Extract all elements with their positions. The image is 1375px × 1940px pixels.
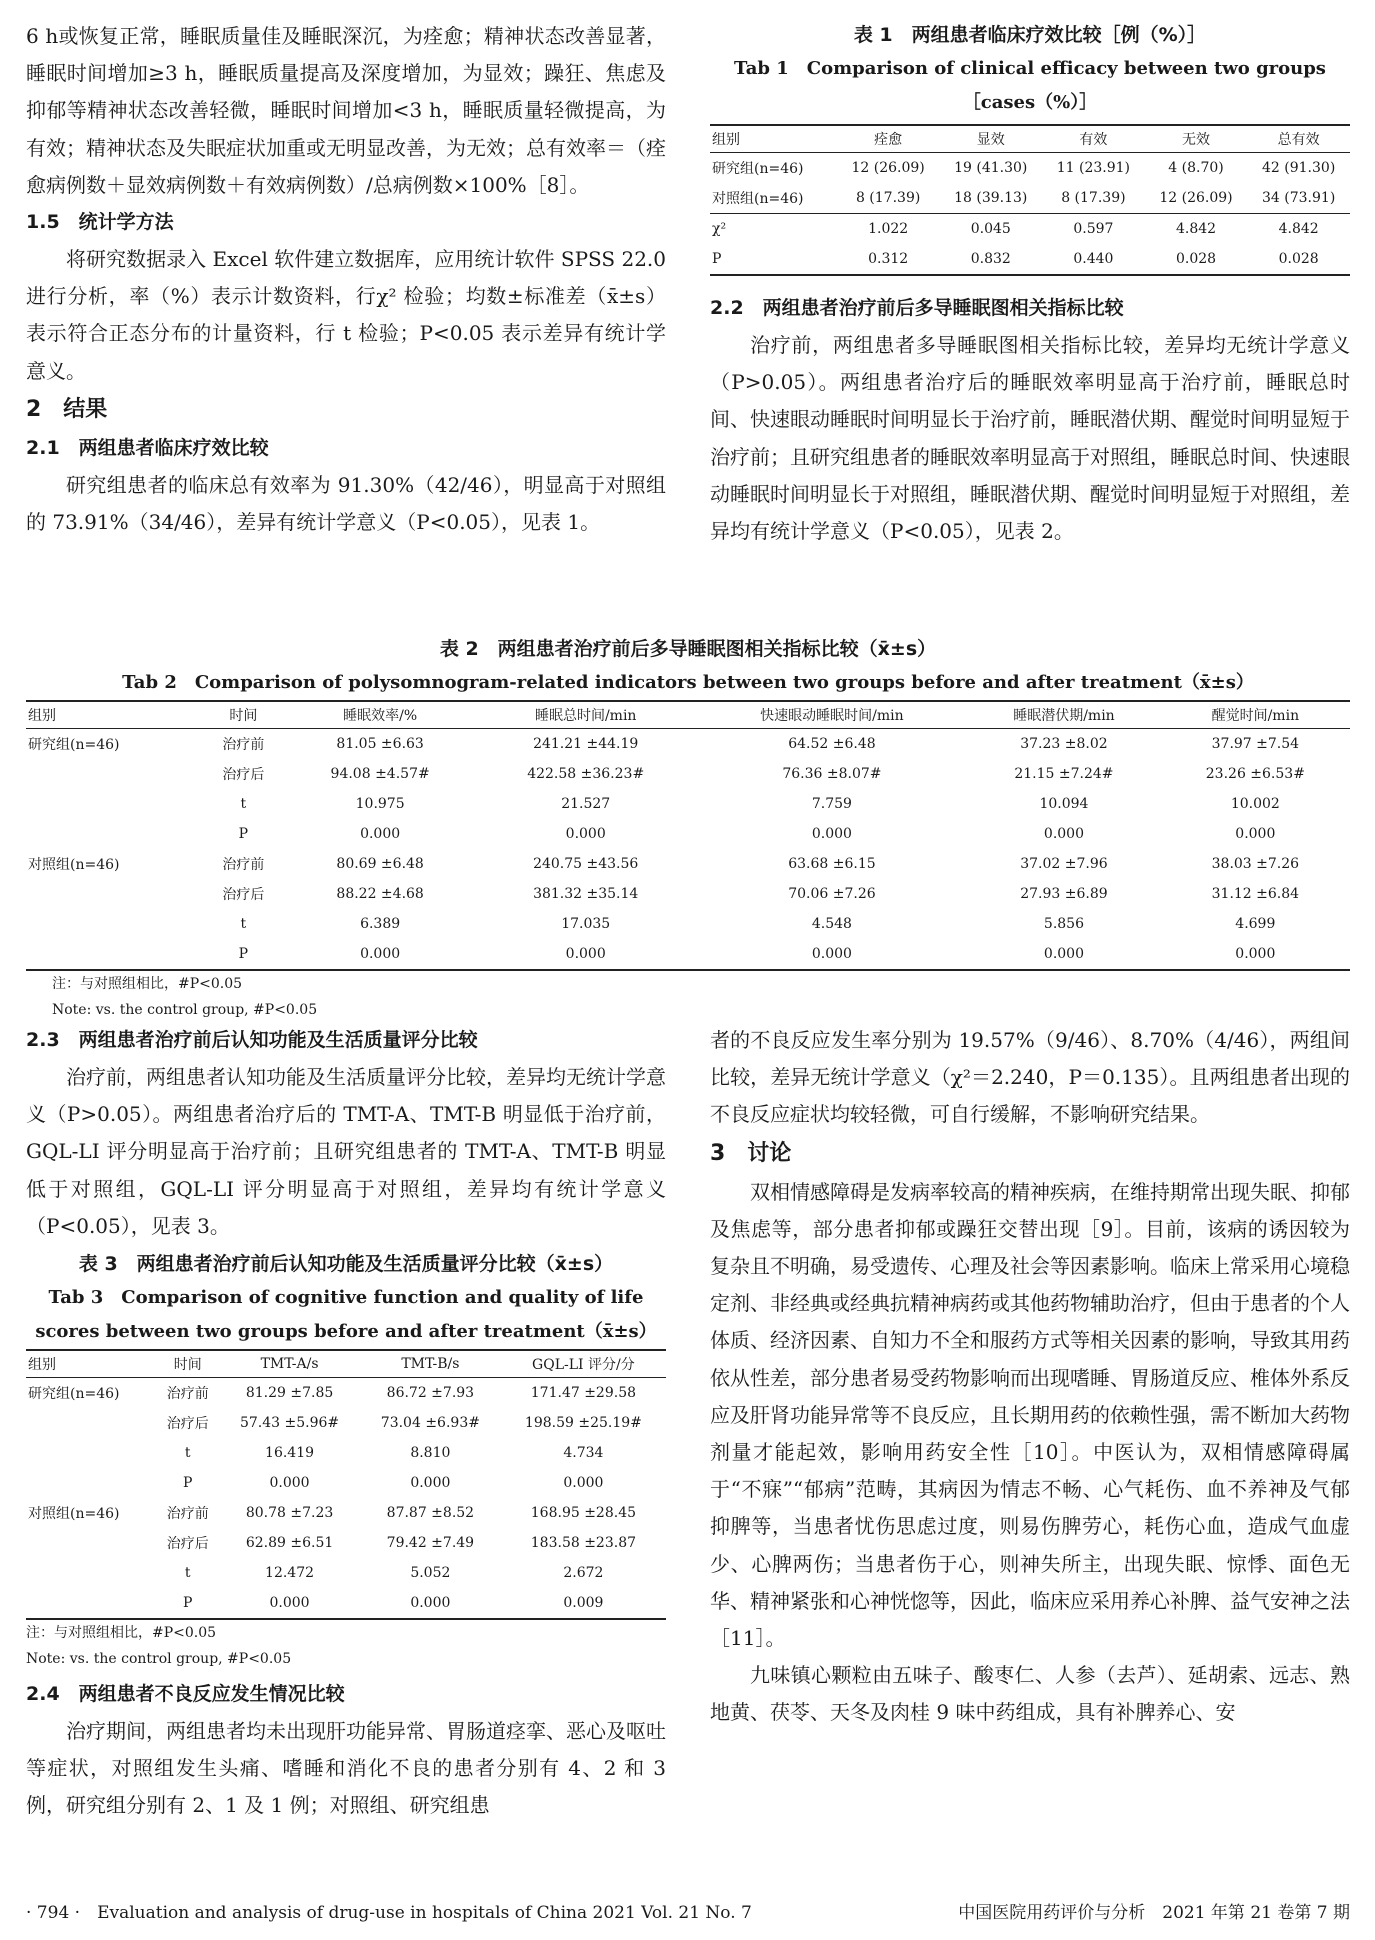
table-cell: 16.419 — [265, 1445, 315, 1462]
table-cell: P — [238, 826, 249, 842]
table-cell: 0.000 — [360, 826, 401, 842]
table-cell: 10.094 — [1039, 796, 1089, 812]
table-cell: 8.810 — [410, 1445, 451, 1462]
table3 — [26, 1349, 666, 1620]
table-cell: 198.59 ±25.19# — [524, 1415, 642, 1432]
table-cell: 8 (17.39) — [1061, 190, 1126, 206]
table-cell: 73.04 ±6.93# — [380, 1415, 480, 1432]
table-cell: 对照组(n=46) — [28, 857, 120, 873]
heading-2-3: 2.3 两组患者治疗前后认知功能及生活质量评分比较 — [26, 1029, 478, 1051]
table-cell: 88.22 ±4.68 — [336, 886, 424, 902]
heading-results: 2 结果 — [26, 396, 108, 422]
table-cell: t — [240, 916, 247, 932]
table-cell: P — [156, 1588, 219, 1619]
table-row — [710, 244, 1350, 275]
table-cell: 治疗前 — [222, 857, 265, 873]
table-cell: 研究组(n=46) — [712, 161, 804, 177]
table3-note-en: Note: vs. the control group, #P<0.05 — [26, 1651, 292, 1668]
heading-2-1: 2.1 两组患者临床疗效比较 — [26, 436, 269, 459]
table-cell: 4.699 — [1235, 916, 1276, 932]
table-cell: 0.000 — [967, 939, 1161, 970]
footer-left: · 794 · Evaluation and analysis of drug-use in hospitals of China 2021 Vol. 21 No. 7 — [26, 1903, 752, 1923]
table-cell: 对照组(n=46) — [28, 1506, 120, 1523]
table-cell: 治疗后 — [166, 1416, 209, 1433]
table1-header: 有效 — [1042, 125, 1145, 153]
table-cell: 81.29 ±7.85 — [245, 1385, 334, 1402]
table-cell: 94.08 ±4.57# — [330, 766, 430, 782]
table-row — [710, 183, 1350, 214]
table-row — [26, 1558, 666, 1588]
table-cell: 64.52 ±6.48 — [788, 736, 876, 752]
table2-header: 睡眠潜伏期/min — [967, 701, 1161, 729]
table-cell: 0.000 — [811, 826, 852, 842]
table1-title-en: Tab 1 Comparison of clinical efficacy between two groups［cases（%）］ — [734, 58, 1326, 113]
table-cell: P — [201, 939, 285, 970]
paragraph-2-3: 治疗前，两组患者认知功能及生活质量评分比较，差异均无统计学意义（P>0.05）。两组患者治疗后的 TMT-A、TMT-B 明显低于治疗前，GQL-LI 评分明显高于治疗前；且研究组患者的 TMT-A、TMT-B 明显低于对照组，GQL-LI 评分明显高于对照组，差异均有统计学意义（P<0.05），见表 3。 — [26, 1065, 666, 1238]
table3-header: TMT-B/s — [360, 1350, 501, 1378]
table-cell: 7.759 — [811, 796, 852, 812]
table1-header: 总有效 — [1247, 125, 1350, 153]
table-row — [26, 1438, 666, 1468]
table-cell: 422.58 ±36.23# — [527, 766, 645, 782]
table3-note-cn: 注：与对照组相比，#P<0.05 — [26, 1625, 217, 1642]
table3-header: GQL-LI 评分/分 — [501, 1350, 666, 1378]
table-cell: 0.440 — [1042, 244, 1145, 275]
table-cell: 5.856 — [1043, 916, 1084, 932]
table-row — [710, 214, 1350, 245]
table2-header: 睡眠效率/% — [286, 701, 475, 729]
table2-header-row — [26, 701, 1350, 729]
table-cell — [26, 819, 201, 849]
table-cell: 0.000 — [1043, 826, 1084, 842]
table-cell: 治疗前 — [166, 1506, 209, 1523]
table-row — [26, 1378, 666, 1409]
table-cell: 0.000 — [1161, 939, 1350, 970]
table-row — [26, 759, 1350, 789]
table-cell: 34 (73.91) — [1262, 190, 1336, 206]
table2-header: 醒觉时间/min — [1161, 701, 1350, 729]
table-row — [26, 1498, 666, 1528]
table-cell: 37.23 ±8.02 — [1020, 736, 1108, 752]
table3-title-en: Tab 3 Comparison of cognitive function and quality of life scores between two groups before and after treatment（x̄±s） — [35, 1287, 657, 1343]
table-cell: 42 (91.30) — [1262, 160, 1336, 176]
table-cell — [26, 789, 201, 819]
table-cell: 治疗后 — [222, 887, 265, 903]
heading-2-2: 2.2 两组患者治疗前后多导睡眠图相关指标比较 — [710, 297, 1124, 319]
right-column-top — [710, 18, 1350, 550]
table-cell: 5.052 — [410, 1565, 451, 1582]
table3-header-row — [26, 1350, 666, 1378]
table2-header: 时间 — [201, 701, 285, 729]
table-cell: 81.05 ±6.63 — [336, 736, 424, 752]
table-cell: 21.15 ±7.24# — [1014, 766, 1114, 782]
table2-header: 组别 — [26, 701, 201, 729]
table-cell — [26, 879, 201, 909]
table-row — [26, 879, 1350, 909]
table1-title-cn: 表 1 两组患者临床疗效比较［例（%）］ — [853, 24, 1207, 46]
table3-header: 组别 — [26, 1350, 156, 1378]
table-cell: 12.472 — [265, 1565, 315, 1582]
table-cell: 2.672 — [563, 1565, 604, 1582]
table-cell: 0.000 — [697, 939, 968, 970]
table-cell: 80.78 ±7.23 — [245, 1505, 334, 1522]
table-cell: 86.72 ±7.93 — [386, 1385, 475, 1402]
table-cell: 治疗后 — [222, 767, 265, 783]
table1-header: 组别 — [710, 125, 837, 153]
paragraph-2-4-continued: 者的不良反应发生率分别为 19.57%（9/46）、8.70%（4/46），两组间比较，差异无统计学意义（χ²＝2.240，P＝0.135）。且两组患者出现的不良反应症状均较轻微，可自行缓解，不影响研究结果。 — [710, 1028, 1350, 1127]
table-row — [26, 789, 1350, 819]
table-cell: 治疗后 — [166, 1536, 209, 1553]
footer-right: 中国医院用药评价与分析 2021 年第 21 卷第 7 期 — [958, 1903, 1350, 1923]
table-cell: 0.028 — [1247, 244, 1350, 275]
table-cell: 对照组(n=46) — [712, 191, 804, 207]
table1-header: 无效 — [1145, 125, 1248, 153]
table-cell: 研究组(n=46) — [28, 1386, 120, 1403]
table-cell: 0.028 — [1145, 244, 1248, 275]
table-cell: 27.93 ±6.89 — [1020, 886, 1108, 902]
table-cell — [26, 909, 201, 939]
table-cell: 1.022 — [868, 221, 909, 237]
table-cell: P — [710, 244, 837, 275]
table-cell: 8 (17.39) — [855, 190, 921, 206]
table-row — [26, 849, 1350, 879]
table-cell — [26, 1528, 156, 1558]
paragraph-2-2: 治疗前，两组患者多导睡眠图相关指标比较，差异均无统计学意义（P>0.05）。两组患者治疗后的睡眠效率明显高于治疗前，睡眠总时间、快速眼动睡眠时间明显长于治疗前，睡眠潜伏期、醒觉时间明显短于治疗前；且研究组患者的睡眠效率明显高于对照组，睡眠总时间、快速眼动睡眠时间明显长于对照组，睡眠潜伏期、醒觉时间明显短于对照组，差异均有统计学意义（P<0.05），见表 2。 — [710, 333, 1350, 544]
table-cell: 4.548 — [811, 916, 852, 932]
table3-header: 时间 — [156, 1350, 219, 1378]
table-cell: 0.000 — [219, 1588, 360, 1619]
table-cell — [26, 939, 201, 970]
table-cell — [26, 1438, 156, 1468]
table-cell: 4.842 — [1175, 221, 1217, 237]
table-row — [26, 939, 1350, 970]
table-cell: 0.000 — [360, 1588, 501, 1619]
table2-note-en: Note: vs. the control group, #P<0.05 — [52, 1002, 318, 1018]
table-cell: 23.26 ±6.53# — [1205, 766, 1305, 782]
table-cell: 治疗前 — [166, 1386, 209, 1403]
table-row — [710, 153, 1350, 184]
table2-block — [26, 632, 1350, 1023]
paragraph-2-1: 研究组患者的临床总有效率为 91.30%（42/46），明显高于对照组的 73.91%（34/46），差异有统计学意义（P<0.05），见表 1。 — [26, 472, 666, 535]
paragraph-2-4: 治疗期间，两组患者均未出现肝功能异常、胃肠道痉挛、恶心及呕吐等症状，对照组发生头痛、嗜睡和消化不良的患者分别有 4、2 和 3 例，研究组分别有 2、1 及 1 例；对照组、研究组患 — [26, 1719, 666, 1818]
table2-title-en: Tab 2 Comparison of polysomnogram-related indicators between two groups before and after treatment（x̄±s） — [122, 672, 1254, 693]
table2-title-cn: 表 2 两组患者治疗前后多导睡眠图相关指标比较（x̄±s） — [439, 638, 937, 660]
right-column-bottom — [710, 1022, 1350, 1732]
table-cell: 62.89 ±6.51 — [245, 1535, 334, 1552]
table-cell: 17.035 — [561, 916, 611, 932]
table-row — [26, 1528, 666, 1558]
table2-header: 睡眠总时间/min — [475, 701, 697, 729]
table-cell: 0.009 — [501, 1588, 666, 1619]
heading-1-5: 1.5 统计学方法 — [26, 211, 174, 234]
table2 — [26, 700, 1350, 971]
table-cell: 37.02 ±7.96 — [1020, 856, 1108, 872]
table-cell — [26, 1588, 156, 1619]
table-cell: 10.002 — [1230, 796, 1280, 812]
table-cell: 183.58 ±23.87 — [530, 1535, 637, 1552]
table-cell: 0.000 — [410, 1475, 451, 1492]
table-cell: 0.597 — [1073, 221, 1114, 237]
table-cell: 0.000 — [269, 1475, 310, 1492]
table-cell: 0.000 — [1235, 826, 1276, 842]
table-cell: P — [183, 1475, 193, 1492]
table-cell: 4 (8.70) — [1168, 160, 1224, 176]
table2-header: 快速眼动睡眠时间/min — [697, 701, 968, 729]
table-cell: 0.000 — [286, 939, 475, 970]
table-cell: 80.69 ±6.48 — [336, 856, 424, 872]
table-cell: χ² — [712, 221, 727, 237]
table-cell: 79.42 ±7.49 — [386, 1535, 475, 1552]
table-cell: 10.975 — [355, 796, 405, 812]
table-row — [26, 1588, 666, 1619]
table-cell: 76.36 ±8.07# — [782, 766, 882, 782]
table-cell: 12 (26.09) — [851, 160, 925, 176]
table-cell: 57.43 ±5.96# — [239, 1415, 340, 1432]
table-cell: 11 (23.91) — [1056, 160, 1131, 176]
table-row — [26, 819, 1350, 849]
table-cell — [26, 1468, 156, 1498]
table-cell: 治疗前 — [222, 737, 265, 753]
table-cell: 37.97 ±7.54 — [1211, 736, 1300, 752]
table-cell: 4.842 — [1278, 221, 1319, 237]
table-cell: 21.527 — [561, 796, 611, 812]
table-cell: 240.75 ±43.56 — [533, 856, 639, 872]
heading-discussion: 3 讨论 — [710, 1140, 792, 1166]
table-row — [26, 909, 1350, 939]
table1-header: 显效 — [939, 125, 1042, 153]
paragraph-statistics: 将研究数据录入 Excel 软件建立数据库，应用统计软件 SPSS 22.0 进行分析，率（%）表示计数资料，行χ² 检验；均数±标准差（x̄±s）表示符合正态分布的计量资料，行 t 检验；P<0.05 表示差异有统计学意义。 — [26, 247, 666, 383]
table-cell: 63.68 ±6.15 — [788, 856, 876, 872]
table-cell: 18 (39.13) — [954, 190, 1028, 206]
table-cell: 6.389 — [360, 916, 401, 932]
table-cell: 0.045 — [970, 221, 1011, 237]
table3-title-cn: 表 3 两组患者治疗前后认知功能及生活质量评分比较（x̄±s） — [78, 1253, 614, 1276]
table-cell: 38.03 ±7.26 — [1211, 856, 1300, 872]
table-row — [26, 1468, 666, 1498]
table-cell: 70.06 ±7.26 — [788, 886, 876, 902]
table-cell: t — [184, 1565, 191, 1582]
table-cell: 0.312 — [837, 244, 940, 275]
heading-2-4: 2.4 两组患者不良反应发生情况比较 — [26, 1683, 345, 1706]
table-cell: 381.32 ±35.14 — [533, 886, 639, 902]
table-cell: 0.000 — [563, 1475, 604, 1492]
paragraph-discussion-2: 九味镇心颗粒由五味子、酸枣仁、人参（去芦）、延胡索、远志、熟地黄、茯苓、天冬及肉桂 9 味中药组成，具有补脾养心、安 — [710, 1663, 1350, 1725]
table1 — [710, 124, 1350, 276]
table2-note-cn: 注：与对照组相比，#P<0.05 — [52, 976, 243, 992]
table-cell — [26, 759, 201, 789]
table-cell: 241.21 ±44.19 — [533, 736, 639, 752]
table-cell: 4.734 — [563, 1445, 604, 1462]
table-cell: t — [184, 1445, 191, 1462]
table3-header: TMT-A/s — [219, 1350, 360, 1378]
table-cell: 168.95 ±28.45 — [530, 1505, 637, 1522]
paragraph-discussion-1: 双相情感障碍是发病率较高的精神疾病，在维持期常出现失眠、抑郁及焦虑等，部分患者抑郁或躁狂交替出现［9］。目前，该病的诱因较为复杂且不明确，易受遗传、心理及社会等因素影响。临床上常采用心境稳定剂、非经典或经典抗精神病药或其他药物辅助治疗，但由于患者的个人体质、经济因素、自知力不全和服药方式等相关因素的影响，导致其用药依从性差，部分患者易受药物影响而出现嗜睡、胃肠道反应、椎体外系反应及肝肾功能异常等不良反应，且长期用药的依赖性强，需不断加大药物剂量才能起效，影响用药安全性［10］。中医认为，双相情感障碍属于“不寐”“郁病”范畴，其病因为情志不畅、心气耗伤、血不养神及气郁抑脾等，当患者忧伤思虑过度，则易伤脾劳心，耗伤心血，造成气血虚少、心脾两伤；当患者伤于心，则神失所主，出现失眠、惊悸、面色无华、精神紧张和心神恍惚等，因此，临床应采用养心补脾、益气安神之法［11］。 — [710, 1179, 1350, 1651]
table-cell: 31.12 ±6.84 — [1211, 886, 1300, 902]
table-cell — [26, 1558, 156, 1588]
table-cell — [26, 1408, 156, 1438]
table-cell: 0.000 — [475, 939, 697, 970]
table-cell: 19 (41.30) — [954, 160, 1028, 176]
left-column-bottom — [26, 1022, 666, 1825]
table-cell: 0.832 — [939, 244, 1042, 275]
table-cell: 12 (26.09) — [1159, 190, 1233, 206]
table-row — [26, 1408, 666, 1438]
table-cell: 研究组(n=46) — [28, 737, 120, 753]
table-row — [26, 729, 1350, 760]
paragraph-efficacy-criteria: 6 h或恢复正常，睡眠质量佳及睡眠深沉，为痊愈；精神状态改善显著，睡眠时间增加≥3 h，睡眠质量提高及深度增加，为显效；躁狂、焦虑及抑郁等精神状态改善轻微，睡眠时间增加<3 h，睡眠质量轻微提高，为有效；精神状态及失眠症状加重或无明显改善，为无效；总有效率＝（痊愈病例数＋显效病例数＋有效病例数）/总病例数×100%［8］。 — [26, 24, 666, 197]
table1-header: 痊愈 — [837, 125, 940, 153]
left-column-top — [26, 18, 666, 541]
table-cell: 87.87 ±8.52 — [386, 1505, 475, 1522]
table-cell: t — [240, 796, 247, 812]
table-cell: 0.000 — [565, 826, 606, 842]
table-cell: 171.47 ±29.58 — [530, 1385, 637, 1402]
table1-header-row — [710, 125, 1350, 153]
